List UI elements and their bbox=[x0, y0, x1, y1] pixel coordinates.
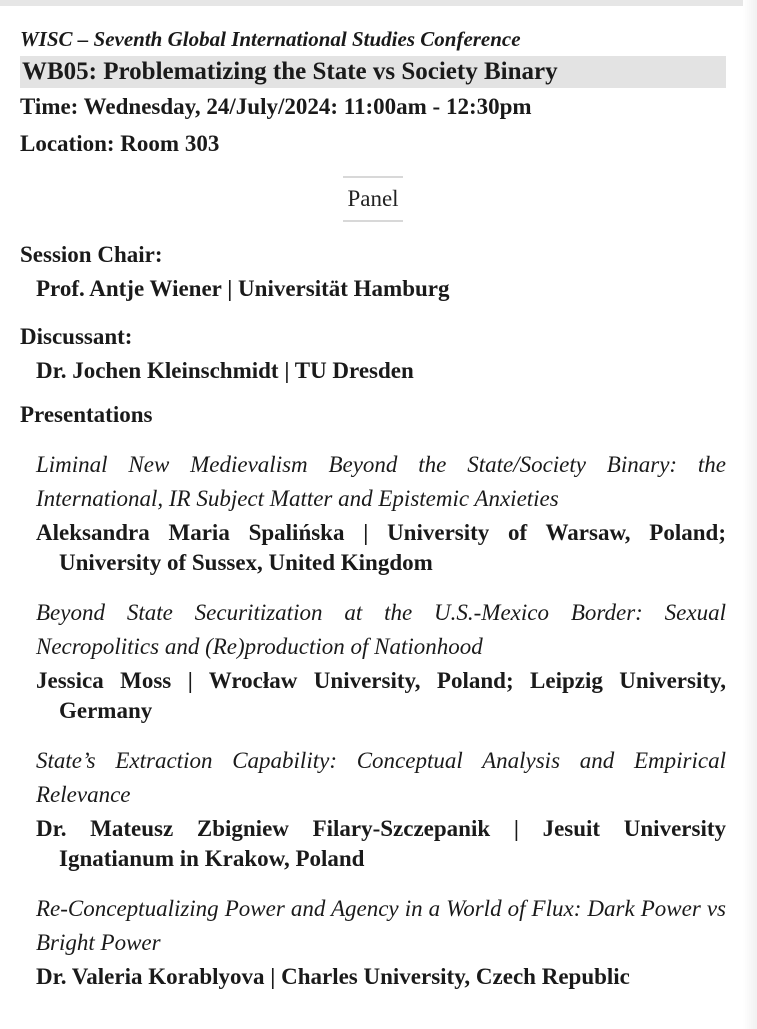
presentation-authors: Dr. Mateusz Zbigniew Filary-Szczepanik | Jesuit University Ignatianum in Krakow, Poland bbox=[36, 816, 726, 871]
conference-title: WISC – Seventh Global International Studies Conference bbox=[20, 27, 521, 51]
presentation-title: Re-Conceptualizing Power and Agency in a World of Flux: Dark Power vs Bright Power bbox=[36, 896, 726, 955]
session-location: Location: Room 303 bbox=[20, 131, 220, 156]
presentation-title: State’s Extraction Capability: Conceptual Analysis and Empirical Relevance bbox=[36, 748, 726, 807]
top-rule bbox=[0, 0, 757, 6]
presentation-authors: Aleksandra Maria Spalińska | University of Warsaw, Poland; University of Sussex, United Kingdom bbox=[36, 520, 726, 575]
page-edge-shadow bbox=[743, 0, 757, 1029]
presentation-item bbox=[20, 448, 726, 578]
session-chair-person: Prof. Antje Wiener | Universität Hamburg bbox=[36, 276, 450, 301]
session-title: WB05: Problematizing the State vs Society Binary bbox=[20, 56, 726, 88]
session-chair-label: Session Chair: bbox=[20, 242, 163, 267]
presentation-authors: Jessica Moss | Wrocław University, Poland; Leipzig University, Germany bbox=[36, 668, 726, 723]
session-type-row bbox=[20, 176, 726, 222]
presentation-title: Liminal New Medievalism Beyond the State/Society Binary: the International, IR Subject Matter and Epistemic Anxieties bbox=[36, 452, 726, 511]
discussant-label: Discussant: bbox=[20, 324, 133, 349]
presentation-item bbox=[20, 892, 726, 992]
session-type-badge: Panel bbox=[343, 176, 402, 222]
session-time: Time: Wednesday, 24/July/2024: 11:00am - 12:30pm bbox=[20, 94, 532, 119]
presentation-item bbox=[20, 596, 726, 726]
session-page bbox=[20, 24, 726, 992]
presentation-item bbox=[20, 744, 726, 874]
discussant-person: Dr. Jochen Kleinschmidt | TU Dresden bbox=[36, 358, 414, 383]
presentation-title: Beyond State Securitization at the U.S.-Mexico Border: Sexual Necropolitics and (Re)production of Nationhood bbox=[36, 600, 726, 659]
presentation-authors: Dr. Valeria Korablyova | Charles University, Czech Republic bbox=[36, 964, 630, 989]
presentations-label: Presentations bbox=[20, 402, 153, 427]
